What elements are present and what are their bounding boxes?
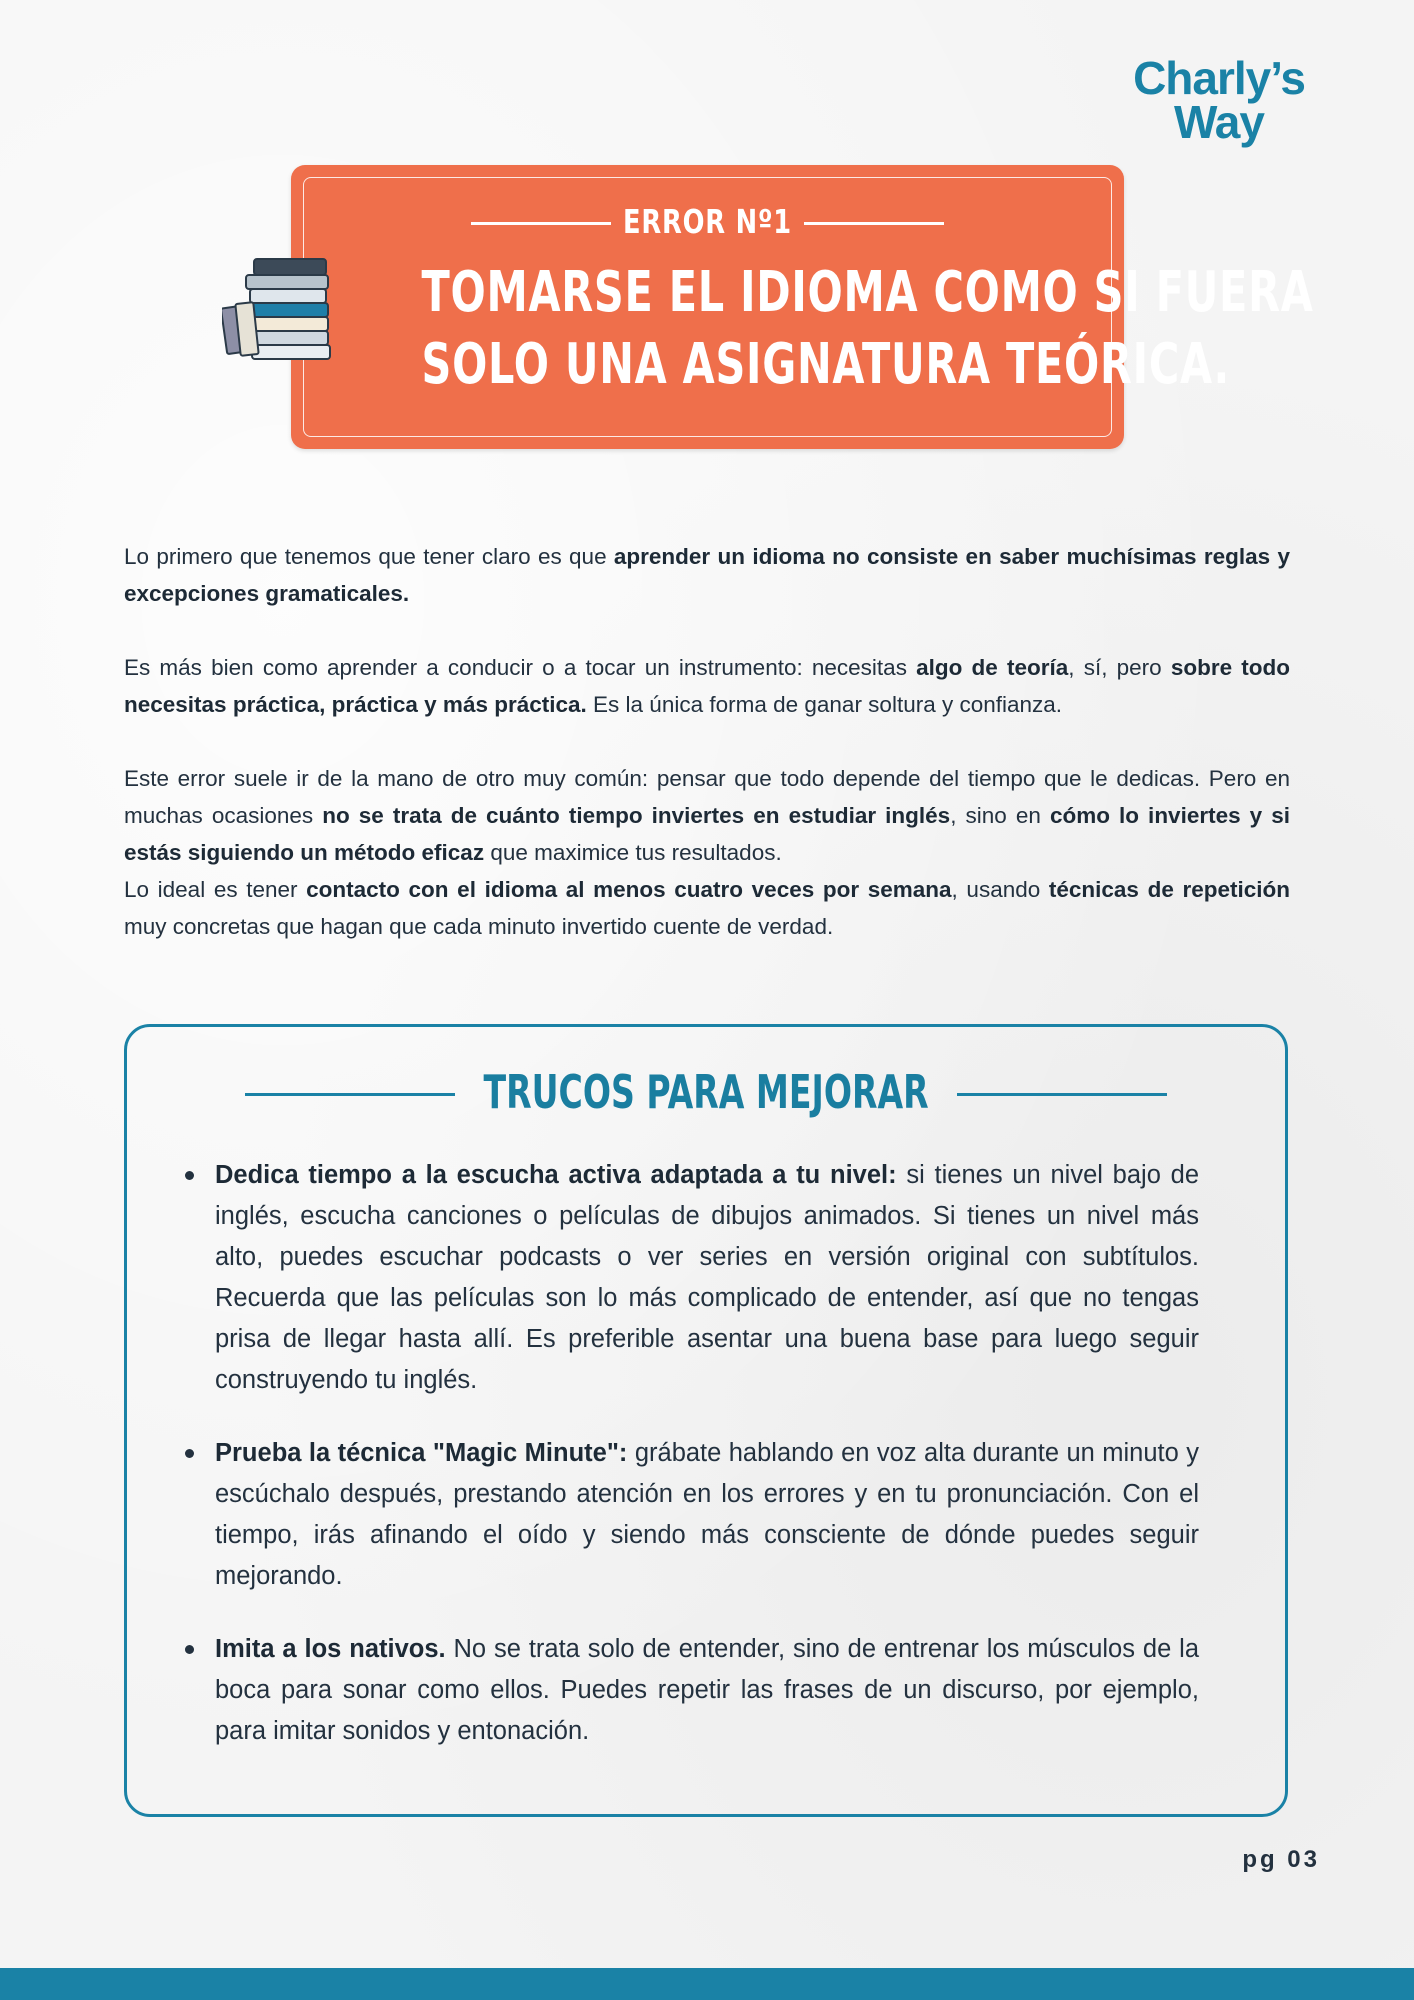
error-number-label: ERROR Nº1	[623, 202, 792, 241]
tips-list	[179, 1155, 1199, 1784]
error-title-line-1: TOMARSE EL IDIOMA COMO SI FUERA	[421, 260, 1314, 325]
p2-bold-2: sobre todo necesitas práctica, práctica y más práctica.	[124, 655, 1290, 717]
footer-bar	[0, 1968, 1414, 2000]
charlys-way-logo	[1104, 52, 1334, 148]
p2-text-3: Es la única forma de ganar soltura y confianza.	[586, 692, 1063, 717]
tip-3-heading: Imita a los nativos.	[215, 1635, 446, 1663]
page-number: pg 03	[1242, 1846, 1320, 1873]
error-title	[321, 257, 1314, 401]
p2-bold-1: algo de teoría	[916, 655, 1069, 680]
tip-1-text: si tienes un nivel bajo de inglés, escucha canciones o películas de dibujos animados. Si tienes un nivel más alto, puedes escuchar podcasts o ver series en versión original con subtítulos. Recuerda que las películas son lo más complicado de entender, así que no tengas prisa de llegar hasta allí. Es preferible asentar una buena base para luego seguir construyendo tu inglés.	[215, 1161, 1199, 1394]
tip-item	[179, 1433, 1199, 1597]
tip-item	[179, 1629, 1199, 1752]
tip-1-heading: Dedica tiempo a la escucha activa adaptada a tu nivel:	[215, 1161, 897, 1189]
p3-bold-3: contacto con el idioma al menos cuatro veces por semana	[306, 877, 952, 902]
error-title-line-2: SOLO UNA ASIGNATURA TEÓRICA.	[421, 332, 1231, 397]
p3-text-6: muy concretas que hagan que cada minuto invertido cuente de verdad.	[124, 914, 834, 939]
p3-text-5: , usando	[951, 877, 1049, 902]
p1-text: Lo primero que tenemos que tener claro es que	[124, 544, 614, 569]
paragraph-method	[124, 760, 1290, 945]
bullet-icon	[185, 1449, 194, 1458]
error-banner	[291, 165, 1314, 449]
p3-text-1: Este error suele ir de la mano de otro muy común: pensar que todo depende del tiempo que le dedicas. Pero en muchas ocasiones	[124, 766, 1290, 828]
p3-text-3: que maximice tus resultados.	[484, 840, 782, 865]
paragraph-intro	[124, 538, 1290, 612]
tips-title	[127, 1065, 1285, 1119]
bullet-icon	[185, 1171, 194, 1180]
p3-text-2: , sino en	[950, 803, 1050, 828]
p3-text-4: Lo ideal es tener	[124, 877, 307, 902]
p3-bold-4: técnicas de repetición	[1048, 877, 1290, 902]
tips-box	[124, 1024, 1288, 1817]
p2-text-2: , sí, pero	[1068, 655, 1171, 680]
bullet-icon	[185, 1645, 194, 1654]
tip-2-text: grábate hablando en voz alta durante un minuto y escúchalo después, prestando atención en los errores y en tu pronunciación. Con el tiempo, irás afinando el oído y siendo más consciente de dónde puedes seguir mejorando.	[215, 1439, 1199, 1590]
logo-line-1: Charly’s	[1133, 52, 1305, 104]
books-stack-icon	[222, 245, 334, 363]
p2-text-1: Es más bien como aprender a conducir o a tocar un instrumento: necesitas	[124, 655, 917, 680]
paragraph-practice	[124, 649, 1290, 723]
p1-bold: aprender un idioma no consiste en saber muchísimas reglas y excepciones gramaticales.	[124, 544, 1290, 606]
tip-2-heading: Prueba la técnica "Magic Minute":	[215, 1439, 628, 1467]
p3-bold-1: no se trata de cuánto tiempo inviertes en estudiar inglés	[322, 803, 951, 828]
tip-item	[179, 1155, 1199, 1401]
logo-line-2: Way	[1174, 96, 1264, 148]
p3-bold-2: cómo lo inviertes y si estás siguiendo un método eficaz	[124, 803, 1291, 865]
tip-3-text: No se trata solo de entender, sino de entrenar los músculos de la boca para sonar como ellos. Puedes repetir las frases de un discurso, por ejemplo, para imitar sonidos y entonación.	[215, 1635, 1199, 1745]
tips-title-text: TRUCOS PARA MEJORAR	[483, 1065, 929, 1119]
